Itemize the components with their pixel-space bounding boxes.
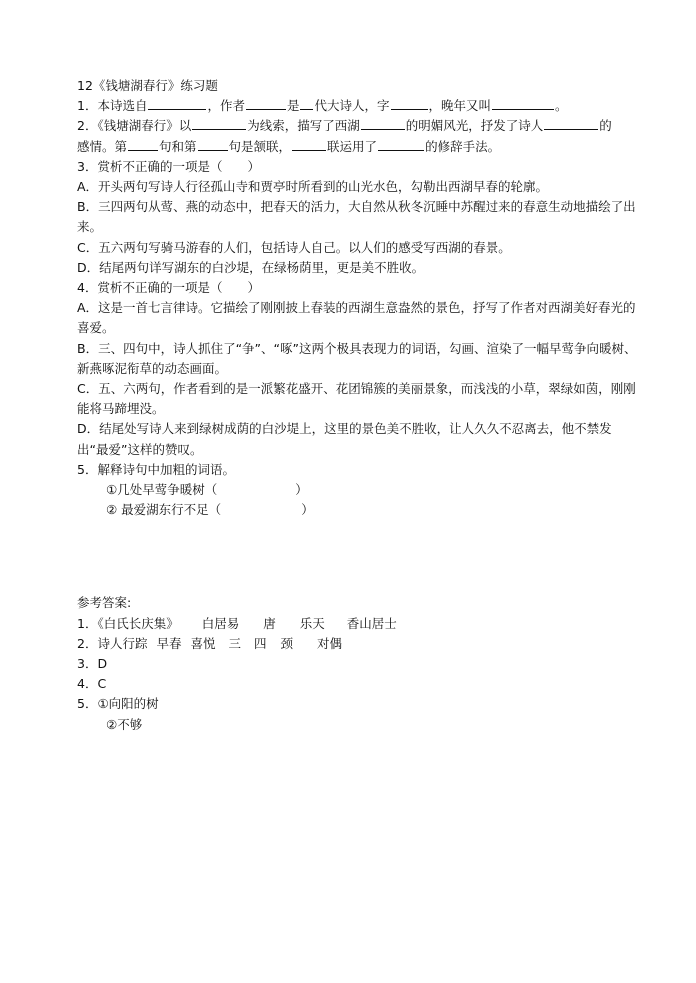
question-1: [77, 96, 637, 116]
question-5-item-2: [77, 500, 637, 520]
answer-2-feeling: 喜悦: [190, 635, 216, 651]
q1-text-b: ，作者: [207, 98, 245, 114]
question-2-line-1: [77, 116, 637, 136]
question-3-option-c: C．五六两句写骑马游春的人们，包括诗人自己。以人们的感受写西湖的春景。: [77, 239, 511, 255]
answer-2-season: 早春: [156, 635, 182, 651]
answer-2: [77, 634, 637, 654]
q1-text-d: 代大诗人，字: [314, 98, 390, 114]
question-4-option-d: D．结尾处写诗人来到绿树成荫的白沙堤上，这里的景色美不胜收，让人久久不忍离去，他不禁发出“最爱”这样的赞叹。: [77, 421, 612, 457]
question-4-option-a: A．这是一首七言律诗。它描绘了刚刚披上春装的西湖生意盎然的景色，抒写了作者对西湖美好春光的喜爱。: [77, 300, 636, 336]
q2-blank-season: [361, 117, 405, 130]
answer-2-clue: 2．诗人行踪: [77, 635, 148, 651]
question-4-stem: 4．赏析不正确的一项是（ ）: [77, 280, 260, 296]
q2-blank-line-a: [128, 138, 158, 151]
answer-1-dynasty: 唐: [263, 615, 276, 631]
q2-text-g: 句是颔联，: [228, 138, 292, 154]
q2-blank-line-b: [198, 138, 228, 151]
answer-3: 3．D: [77, 656, 108, 672]
answer-1-source: 1．《白氏长庆集》: [77, 615, 179, 631]
q1-blank-later-name: [492, 97, 554, 110]
question-4-option-b: B．三、四句中，诗人抓住了“争”、“啄”这两个极具表现力的词语，勾画、渲染了一幅早莺争向暖树、新燕啄泥衔草的动态画面。: [77, 340, 637, 376]
q1-text-f: 。: [555, 98, 568, 114]
answer-1-author: 白居易: [201, 615, 240, 631]
question-3-option-b: B．三四两句从莺、燕的动态中，把春天的活力，大自然从秋冬沉睡中苏醒过来的春意生动地描绘了出来。: [77, 199, 636, 235]
answer-2-couplet: 颈: [280, 635, 294, 651]
q5-item-2-text: ② 最爱湖东行不足（: [106, 502, 222, 518]
answer-5-item-2: ②不够: [106, 716, 143, 732]
answer-2-line-a: 三: [228, 635, 241, 651]
q5-item-1-text: ①几处早莺争暖树（: [106, 482, 218, 498]
worksheet-content: [77, 76, 637, 735]
worksheet-title: 12《钱塘湖春行》练习题: [77, 78, 218, 93]
q2-text-d: 的: [599, 118, 612, 134]
q2-blank-rhetoric: [378, 138, 424, 151]
answer-1-later-name: 香山居士: [346, 615, 397, 631]
q1-blank-dynasty: [300, 97, 313, 110]
q2-text-c: 的明媚风光，抒发了诗人: [405, 118, 544, 134]
question-3-stem: 3．赏析不正确的一项是（ ）: [77, 158, 260, 174]
answer-1-courtesy-name: 乐天: [299, 615, 325, 631]
q2-text-h: 联运用了: [327, 138, 378, 154]
q2-blank-couplet: [292, 138, 326, 151]
question-2-line-2: [77, 137, 637, 157]
q1-text-e: ，晚年又叫: [428, 98, 492, 114]
answer-2-line-b: 四: [254, 635, 267, 651]
q5-item-2-close: ）: [301, 502, 314, 518]
q5-item-1-close: ）: [295, 482, 308, 498]
question-5-item-1: [77, 480, 637, 500]
answers-heading: 参考答案:: [77, 595, 132, 611]
answer-4: 4．C: [77, 676, 107, 692]
q1-blank-source: [148, 97, 206, 110]
question-3-option-a: A．开头两句写诗人行径孤山寺和贾亭时所看到的山光水色，勾勒出西湖早春的轮廓。: [77, 179, 549, 195]
q1-blank-author: [246, 97, 286, 110]
q1-blank-courtesy-name: [391, 97, 428, 110]
answer-2-rhetoric: 对偶: [317, 635, 343, 651]
q1-text-a: 1．本诗选自: [77, 98, 148, 114]
q2-text-e: 感情。第: [77, 138, 128, 154]
question-4-option-c: C．五、六两句，作者看到的是一派繁花盛开、花团锦簇的美丽景象，而浅浅的小草，翠绿如茵，刚刚能将马蹄埋没。: [77, 381, 636, 417]
question-5-stem: 5．解释诗句中加粗的词语。: [77, 461, 235, 477]
q2-text-i: 的修辞手法。: [425, 138, 501, 154]
answer-5-item-1: 5．①向阳的树: [77, 696, 159, 712]
q2-blank-clue: [192, 117, 246, 130]
q2-text-b: 为线索，描写了西湖: [247, 118, 360, 134]
q1-text-c: 是: [286, 98, 300, 114]
answer-1: [77, 614, 637, 634]
q2-text-a: 2．《钱塘湖春行》以: [77, 118, 192, 134]
q2-text-f: 句和第: [159, 138, 197, 154]
question-3-option-d: D．结尾两句详写湖东的白沙堤，在绿杨荫里，更是美不胜收。: [77, 259, 425, 275]
q2-blank-feeling: [544, 117, 598, 130]
